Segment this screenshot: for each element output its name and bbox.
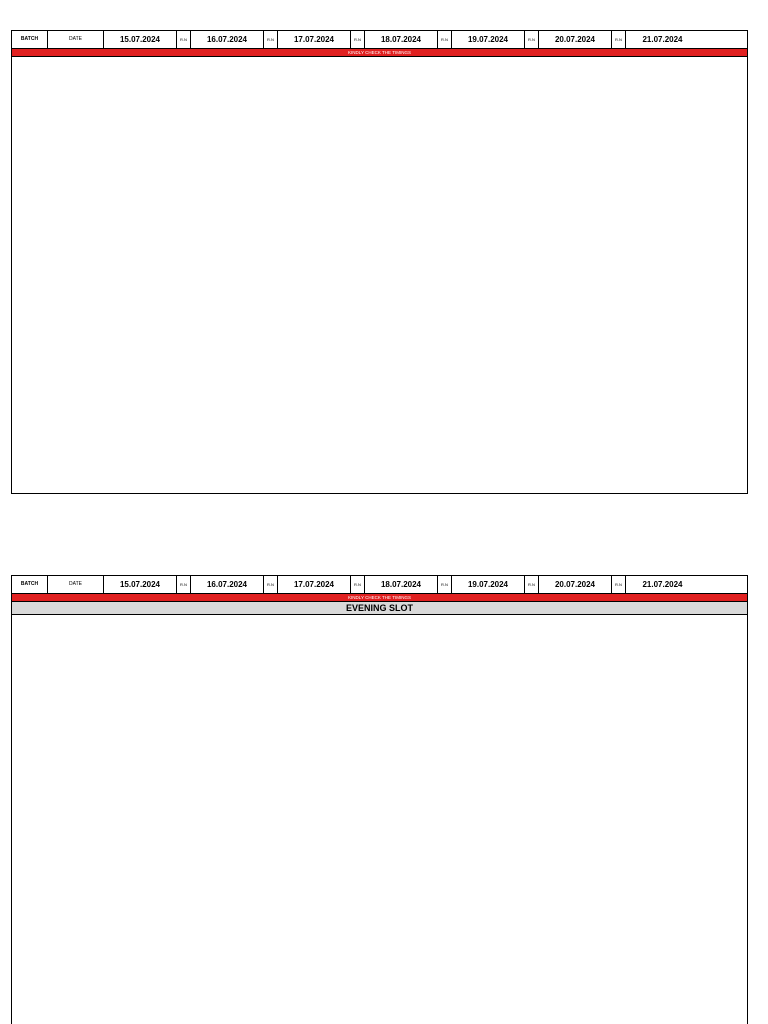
rn-header: R.N (612, 576, 626, 593)
rn-header: R.N (438, 31, 452, 48)
rn-header: R.N (264, 31, 278, 48)
rn-header: R.N (351, 576, 365, 593)
rn-header: R.N (177, 31, 191, 48)
date-2: 16.07.2024 (191, 31, 264, 48)
date-4: 18.07.2024 (365, 31, 438, 48)
date-header-row (12, 31, 747, 49)
date-1: 15.07.2024 (104, 31, 177, 48)
date-3: 17.07.2024 (278, 576, 351, 593)
rn-header: R.N (177, 576, 191, 593)
date-6: 20.07.2024 (539, 576, 612, 593)
date-7: 21.07.2024 (642, 579, 683, 589)
date-label: DATE (48, 31, 104, 48)
date-label: DATE (48, 576, 104, 593)
rn-header: R.N (525, 31, 539, 48)
notice-banner: KINDLY CHECK THE TIMINGS (12, 49, 747, 57)
evening-timetable (11, 575, 748, 1024)
evening-slot-title: EVENING SLOT (12, 602, 747, 615)
date-7: 21.07.2024 (642, 34, 683, 44)
rn-header: R.N (525, 576, 539, 593)
date-2: 16.07.2024 (191, 576, 264, 593)
rn-header: R.N (438, 576, 452, 593)
date-header-row (12, 576, 747, 594)
date-5: 19.07.2024 (452, 31, 525, 48)
batch-header: BATCH (12, 576, 48, 593)
notice-banner: KINDLY CHECK THE TIMINGS (12, 594, 747, 602)
rn-header: R.N (351, 31, 365, 48)
morning-timetable (11, 30, 748, 494)
batch-header: BATCH (12, 31, 48, 48)
rn-header: R.N (612, 31, 626, 48)
rn-header: R.N (264, 576, 278, 593)
date-1: 15.07.2024 (104, 576, 177, 593)
date-3: 17.07.2024 (278, 31, 351, 48)
date-4: 18.07.2024 (365, 576, 438, 593)
date-6: 20.07.2024 (539, 31, 612, 48)
date-5: 19.07.2024 (452, 576, 525, 593)
